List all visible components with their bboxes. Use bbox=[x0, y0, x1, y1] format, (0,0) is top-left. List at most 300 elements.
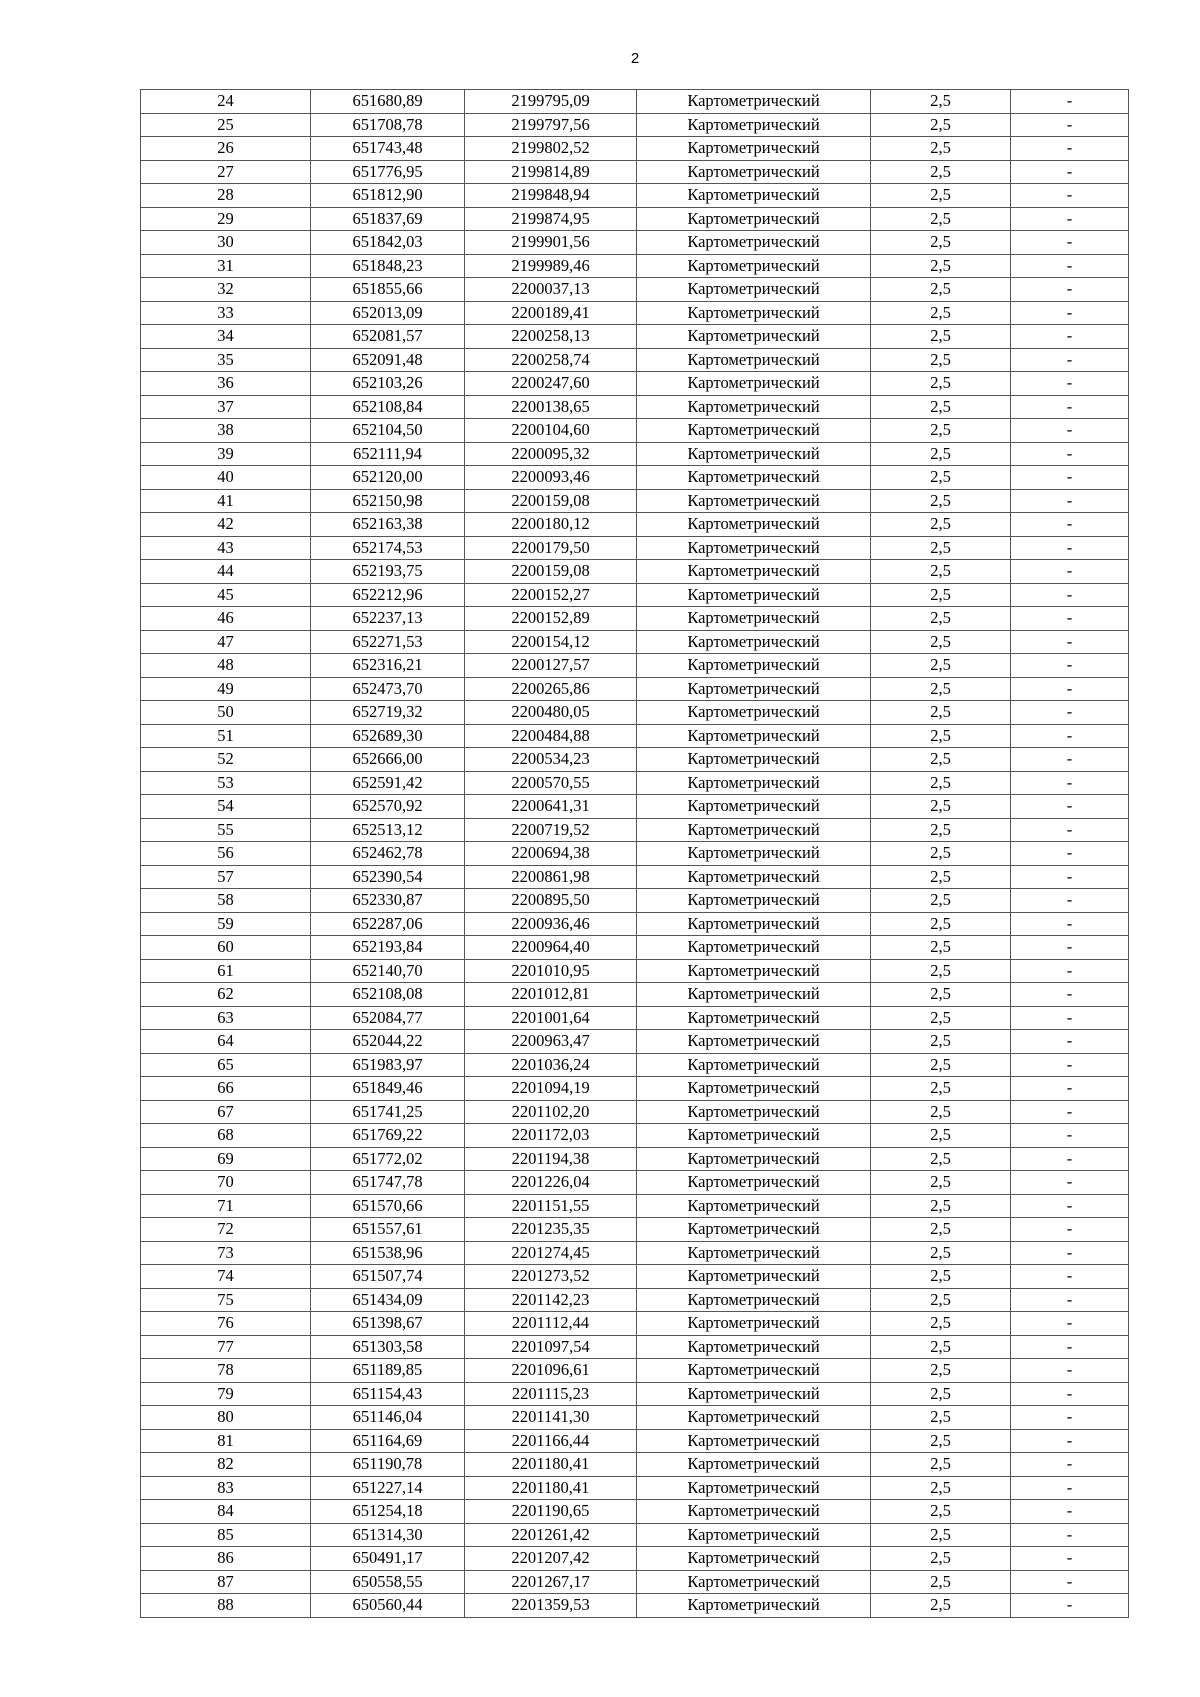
method-cell: Картометрический bbox=[637, 1359, 871, 1383]
x-coordinate-cell: 651769,22 bbox=[311, 1124, 465, 1148]
y-coordinate-cell: 2201151,55 bbox=[465, 1194, 637, 1218]
description-cell: - bbox=[1011, 1124, 1129, 1148]
description-cell: - bbox=[1011, 1288, 1129, 1312]
method-cell: Картометрический bbox=[637, 630, 871, 654]
accuracy-cell: 2,5 bbox=[871, 489, 1011, 513]
y-coordinate-cell: 2201180,41 bbox=[465, 1476, 637, 1500]
x-coordinate-cell: 651507,74 bbox=[311, 1265, 465, 1289]
point-number-cell: 80 bbox=[141, 1406, 311, 1430]
accuracy-cell: 2,5 bbox=[871, 701, 1011, 725]
description-cell: - bbox=[1011, 1523, 1129, 1547]
description-cell: - bbox=[1011, 1429, 1129, 1453]
table-row bbox=[141, 1453, 1129, 1477]
y-coordinate-cell: 2201274,45 bbox=[465, 1241, 637, 1265]
table-row bbox=[141, 560, 1129, 584]
point-number-cell: 34 bbox=[141, 325, 311, 349]
x-coordinate-cell: 652091,48 bbox=[311, 348, 465, 372]
method-cell: Картометрический bbox=[637, 1547, 871, 1571]
point-number-cell: 30 bbox=[141, 231, 311, 255]
x-coordinate-cell: 652108,08 bbox=[311, 983, 465, 1007]
point-number-cell: 85 bbox=[141, 1523, 311, 1547]
accuracy-cell: 2,5 bbox=[871, 1312, 1011, 1336]
x-coordinate-cell: 651776,95 bbox=[311, 160, 465, 184]
accuracy-cell: 2,5 bbox=[871, 1077, 1011, 1101]
description-cell: - bbox=[1011, 348, 1129, 372]
method-cell: Картометрический bbox=[637, 560, 871, 584]
method-cell: Картометрический bbox=[637, 325, 871, 349]
y-coordinate-cell: 2201010,95 bbox=[465, 959, 637, 983]
x-coordinate-cell: 652462,78 bbox=[311, 842, 465, 866]
y-coordinate-cell: 2201273,52 bbox=[465, 1265, 637, 1289]
y-coordinate-cell: 2200138,65 bbox=[465, 395, 637, 419]
method-cell: Картометрический bbox=[637, 1523, 871, 1547]
point-number-cell: 59 bbox=[141, 912, 311, 936]
accuracy-cell: 2,5 bbox=[871, 395, 1011, 419]
description-cell: - bbox=[1011, 560, 1129, 584]
x-coordinate-cell: 651189,85 bbox=[311, 1359, 465, 1383]
point-number-cell: 75 bbox=[141, 1288, 311, 1312]
table-row bbox=[141, 1382, 1129, 1406]
y-coordinate-cell: 2200093,46 bbox=[465, 466, 637, 490]
accuracy-cell: 2,5 bbox=[871, 113, 1011, 137]
table-row bbox=[141, 160, 1129, 184]
accuracy-cell: 2,5 bbox=[871, 630, 1011, 654]
point-number-cell: 82 bbox=[141, 1453, 311, 1477]
y-coordinate-cell: 2201226,04 bbox=[465, 1171, 637, 1195]
accuracy-cell: 2,5 bbox=[871, 1147, 1011, 1171]
accuracy-cell: 2,5 bbox=[871, 184, 1011, 208]
accuracy-cell: 2,5 bbox=[871, 513, 1011, 537]
table-row bbox=[141, 137, 1129, 161]
point-number-cell: 42 bbox=[141, 513, 311, 537]
x-coordinate-cell: 651557,61 bbox=[311, 1218, 465, 1242]
point-number-cell: 46 bbox=[141, 607, 311, 631]
point-number-cell: 32 bbox=[141, 278, 311, 302]
table-row bbox=[141, 701, 1129, 725]
description-cell: - bbox=[1011, 278, 1129, 302]
description-cell: - bbox=[1011, 1030, 1129, 1054]
method-cell: Картометрический bbox=[637, 1312, 871, 1336]
y-coordinate-cell: 2200159,08 bbox=[465, 489, 637, 513]
x-coordinate-cell: 652193,75 bbox=[311, 560, 465, 584]
description-cell: - bbox=[1011, 795, 1129, 819]
method-cell: Картометрический bbox=[637, 818, 871, 842]
x-coordinate-cell: 652163,38 bbox=[311, 513, 465, 537]
table-row bbox=[141, 395, 1129, 419]
description-cell: - bbox=[1011, 818, 1129, 842]
y-coordinate-cell: 2200641,31 bbox=[465, 795, 637, 819]
description-cell: - bbox=[1011, 113, 1129, 137]
table-row bbox=[141, 90, 1129, 114]
accuracy-cell: 2,5 bbox=[871, 325, 1011, 349]
method-cell: Картометрический bbox=[637, 1429, 871, 1453]
point-number-cell: 84 bbox=[141, 1500, 311, 1524]
description-cell: - bbox=[1011, 442, 1129, 466]
y-coordinate-cell: 2201261,42 bbox=[465, 1523, 637, 1547]
description-cell: - bbox=[1011, 1006, 1129, 1030]
description-cell: - bbox=[1011, 1500, 1129, 1524]
accuracy-cell: 2,5 bbox=[871, 983, 1011, 1007]
x-coordinate-cell: 652666,00 bbox=[311, 748, 465, 772]
accuracy-cell: 2,5 bbox=[871, 1476, 1011, 1500]
point-number-cell: 71 bbox=[141, 1194, 311, 1218]
method-cell: Картометрический bbox=[637, 137, 871, 161]
method-cell: Картометрический bbox=[637, 1335, 871, 1359]
x-coordinate-cell: 651983,97 bbox=[311, 1053, 465, 1077]
description-cell: - bbox=[1011, 325, 1129, 349]
y-coordinate-cell: 2200963,47 bbox=[465, 1030, 637, 1054]
table-row bbox=[141, 372, 1129, 396]
method-cell: Картометрический bbox=[637, 207, 871, 231]
method-cell: Картометрический bbox=[637, 983, 871, 1007]
point-number-cell: 43 bbox=[141, 536, 311, 560]
point-number-cell: 57 bbox=[141, 865, 311, 889]
accuracy-cell: 2,5 bbox=[871, 1382, 1011, 1406]
description-cell: - bbox=[1011, 1077, 1129, 1101]
description-cell: - bbox=[1011, 466, 1129, 490]
method-cell: Картометрический bbox=[637, 113, 871, 137]
method-cell: Картометрический bbox=[637, 513, 871, 537]
table-row bbox=[141, 1523, 1129, 1547]
x-coordinate-cell: 651538,96 bbox=[311, 1241, 465, 1265]
description-cell: - bbox=[1011, 983, 1129, 1007]
method-cell: Картометрический bbox=[637, 1500, 871, 1524]
point-number-cell: 79 bbox=[141, 1382, 311, 1406]
accuracy-cell: 2,5 bbox=[871, 795, 1011, 819]
x-coordinate-cell: 652287,06 bbox=[311, 912, 465, 936]
description-cell: - bbox=[1011, 912, 1129, 936]
point-number-cell: 24 bbox=[141, 90, 311, 114]
description-cell: - bbox=[1011, 654, 1129, 678]
x-coordinate-cell: 652570,92 bbox=[311, 795, 465, 819]
point-number-cell: 76 bbox=[141, 1312, 311, 1336]
x-coordinate-cell: 651154,43 bbox=[311, 1382, 465, 1406]
accuracy-cell: 2,5 bbox=[871, 1359, 1011, 1383]
table-row bbox=[141, 1476, 1129, 1500]
x-coordinate-cell: 652591,42 bbox=[311, 771, 465, 795]
accuracy-cell: 2,5 bbox=[871, 583, 1011, 607]
table-row bbox=[141, 419, 1129, 443]
description-cell: - bbox=[1011, 1570, 1129, 1594]
x-coordinate-cell: 652193,84 bbox=[311, 936, 465, 960]
accuracy-cell: 2,5 bbox=[871, 254, 1011, 278]
point-number-cell: 36 bbox=[141, 372, 311, 396]
table-row bbox=[141, 1147, 1129, 1171]
y-coordinate-cell: 2200095,32 bbox=[465, 442, 637, 466]
description-cell: - bbox=[1011, 419, 1129, 443]
accuracy-cell: 2,5 bbox=[871, 1194, 1011, 1218]
accuracy-cell: 2,5 bbox=[871, 1265, 1011, 1289]
description-cell: - bbox=[1011, 865, 1129, 889]
description-cell: - bbox=[1011, 583, 1129, 607]
description-cell: - bbox=[1011, 231, 1129, 255]
accuracy-cell: 2,5 bbox=[871, 137, 1011, 161]
y-coordinate-cell: 2201096,61 bbox=[465, 1359, 637, 1383]
description-cell: - bbox=[1011, 207, 1129, 231]
x-coordinate-cell: 652390,54 bbox=[311, 865, 465, 889]
table-row bbox=[141, 865, 1129, 889]
method-cell: Картометрический bbox=[637, 1241, 871, 1265]
x-coordinate-cell: 651164,69 bbox=[311, 1429, 465, 1453]
method-cell: Картометрический bbox=[637, 278, 871, 302]
table-row bbox=[141, 771, 1129, 795]
x-coordinate-cell: 651146,04 bbox=[311, 1406, 465, 1430]
method-cell: Картометрический bbox=[637, 583, 871, 607]
x-coordinate-cell: 652084,77 bbox=[311, 1006, 465, 1030]
point-number-cell: 54 bbox=[141, 795, 311, 819]
point-number-cell: 29 bbox=[141, 207, 311, 231]
accuracy-cell: 2,5 bbox=[871, 912, 1011, 936]
method-cell: Картометрический bbox=[637, 466, 871, 490]
y-coordinate-cell: 2200159,08 bbox=[465, 560, 637, 584]
point-number-cell: 52 bbox=[141, 748, 311, 772]
y-coordinate-cell: 2200037,13 bbox=[465, 278, 637, 302]
point-number-cell: 49 bbox=[141, 677, 311, 701]
table-row bbox=[141, 1053, 1129, 1077]
point-number-cell: 87 bbox=[141, 1570, 311, 1594]
table-row bbox=[141, 983, 1129, 1007]
description-cell: - bbox=[1011, 137, 1129, 161]
method-cell: Картометрический bbox=[637, 1594, 871, 1618]
description-cell: - bbox=[1011, 513, 1129, 537]
method-cell: Картометрический bbox=[637, 889, 871, 913]
x-coordinate-cell: 652719,32 bbox=[311, 701, 465, 725]
x-coordinate-cell: 652013,09 bbox=[311, 301, 465, 325]
accuracy-cell: 2,5 bbox=[871, 607, 1011, 631]
table-row bbox=[141, 677, 1129, 701]
method-cell: Картометрический bbox=[637, 442, 871, 466]
description-cell: - bbox=[1011, 1359, 1129, 1383]
description-cell: - bbox=[1011, 254, 1129, 278]
description-cell: - bbox=[1011, 677, 1129, 701]
x-coordinate-cell: 651849,46 bbox=[311, 1077, 465, 1101]
table-row bbox=[141, 184, 1129, 208]
x-coordinate-cell: 651812,90 bbox=[311, 184, 465, 208]
table-row bbox=[141, 1241, 1129, 1265]
x-coordinate-cell: 652104,50 bbox=[311, 419, 465, 443]
x-coordinate-cell: 651743,48 bbox=[311, 137, 465, 161]
y-coordinate-cell: 2200265,86 bbox=[465, 677, 637, 701]
y-coordinate-cell: 2201097,54 bbox=[465, 1335, 637, 1359]
y-coordinate-cell: 2200179,50 bbox=[465, 536, 637, 560]
y-coordinate-cell: 2200719,52 bbox=[465, 818, 637, 842]
x-coordinate-cell: 651842,03 bbox=[311, 231, 465, 255]
y-coordinate-cell: 2201166,44 bbox=[465, 1429, 637, 1453]
method-cell: Картометрический bbox=[637, 1053, 871, 1077]
table-row bbox=[141, 442, 1129, 466]
x-coordinate-cell: 651314,30 bbox=[311, 1523, 465, 1547]
x-coordinate-cell: 651747,78 bbox=[311, 1171, 465, 1195]
accuracy-cell: 2,5 bbox=[871, 748, 1011, 772]
table-row bbox=[141, 1100, 1129, 1124]
x-coordinate-cell: 652103,26 bbox=[311, 372, 465, 396]
coordinates-table-body bbox=[141, 90, 1129, 1618]
method-cell: Картометрический bbox=[637, 489, 871, 513]
method-cell: Картометрический bbox=[637, 865, 871, 889]
table-row bbox=[141, 818, 1129, 842]
x-coordinate-cell: 651434,09 bbox=[311, 1288, 465, 1312]
y-coordinate-cell: 2200104,60 bbox=[465, 419, 637, 443]
point-number-cell: 74 bbox=[141, 1265, 311, 1289]
method-cell: Картометрический bbox=[637, 1100, 871, 1124]
point-number-cell: 68 bbox=[141, 1124, 311, 1148]
method-cell: Картометрический bbox=[637, 1194, 871, 1218]
point-number-cell: 53 bbox=[141, 771, 311, 795]
point-number-cell: 28 bbox=[141, 184, 311, 208]
x-coordinate-cell: 652513,12 bbox=[311, 818, 465, 842]
y-coordinate-cell: 2201036,24 bbox=[465, 1053, 637, 1077]
y-coordinate-cell: 2200694,38 bbox=[465, 842, 637, 866]
accuracy-cell: 2,5 bbox=[871, 865, 1011, 889]
accuracy-cell: 2,5 bbox=[871, 724, 1011, 748]
table-row bbox=[141, 207, 1129, 231]
accuracy-cell: 2,5 bbox=[871, 818, 1011, 842]
y-coordinate-cell: 2201194,38 bbox=[465, 1147, 637, 1171]
accuracy-cell: 2,5 bbox=[871, 348, 1011, 372]
point-number-cell: 48 bbox=[141, 654, 311, 678]
y-coordinate-cell: 2201235,35 bbox=[465, 1218, 637, 1242]
y-coordinate-cell: 2200189,41 bbox=[465, 301, 637, 325]
y-coordinate-cell: 2200258,13 bbox=[465, 325, 637, 349]
accuracy-cell: 2,5 bbox=[871, 1335, 1011, 1359]
x-coordinate-cell: 651398,67 bbox=[311, 1312, 465, 1336]
point-number-cell: 70 bbox=[141, 1171, 311, 1195]
method-cell: Картометрический bbox=[637, 254, 871, 278]
point-number-cell: 56 bbox=[141, 842, 311, 866]
table-row bbox=[141, 1359, 1129, 1383]
method-cell: Картометрический bbox=[637, 936, 871, 960]
table-row bbox=[141, 724, 1129, 748]
table-row bbox=[141, 607, 1129, 631]
accuracy-cell: 2,5 bbox=[871, 1053, 1011, 1077]
y-coordinate-cell: 2201012,81 bbox=[465, 983, 637, 1007]
method-cell: Картометрический bbox=[637, 1077, 871, 1101]
method-cell: Картометрический bbox=[637, 842, 871, 866]
y-coordinate-cell: 2199797,56 bbox=[465, 113, 637, 137]
point-number-cell: 47 bbox=[141, 630, 311, 654]
table-row bbox=[141, 1030, 1129, 1054]
x-coordinate-cell: 651741,25 bbox=[311, 1100, 465, 1124]
accuracy-cell: 2,5 bbox=[871, 1570, 1011, 1594]
y-coordinate-cell: 2201359,53 bbox=[465, 1594, 637, 1618]
table-row bbox=[141, 1500, 1129, 1524]
description-cell: - bbox=[1011, 184, 1129, 208]
method-cell: Картометрический bbox=[637, 1453, 871, 1477]
table-row bbox=[141, 1406, 1129, 1430]
accuracy-cell: 2,5 bbox=[871, 1241, 1011, 1265]
point-number-cell: 45 bbox=[141, 583, 311, 607]
method-cell: Картометрический bbox=[637, 301, 871, 325]
description-cell: - bbox=[1011, 1382, 1129, 1406]
method-cell: Картометрический bbox=[637, 419, 871, 443]
table-row bbox=[141, 254, 1129, 278]
x-coordinate-cell: 651254,18 bbox=[311, 1500, 465, 1524]
table-row bbox=[141, 1429, 1129, 1453]
description-cell: - bbox=[1011, 160, 1129, 184]
point-number-cell: 88 bbox=[141, 1594, 311, 1618]
method-cell: Картометрический bbox=[637, 677, 871, 701]
point-number-cell: 63 bbox=[141, 1006, 311, 1030]
method-cell: Картометрический bbox=[637, 748, 871, 772]
y-coordinate-cell: 2201207,42 bbox=[465, 1547, 637, 1571]
description-cell: - bbox=[1011, 936, 1129, 960]
x-coordinate-cell: 652150,98 bbox=[311, 489, 465, 513]
method-cell: Картометрический bbox=[637, 372, 871, 396]
point-number-cell: 64 bbox=[141, 1030, 311, 1054]
accuracy-cell: 2,5 bbox=[871, 442, 1011, 466]
description-cell: - bbox=[1011, 1241, 1129, 1265]
table-row bbox=[141, 1077, 1129, 1101]
table-row bbox=[141, 325, 1129, 349]
table-row bbox=[141, 1218, 1129, 1242]
x-coordinate-cell: 650558,55 bbox=[311, 1570, 465, 1594]
table-row bbox=[141, 795, 1129, 819]
description-cell: - bbox=[1011, 1476, 1129, 1500]
accuracy-cell: 2,5 bbox=[871, 560, 1011, 584]
method-cell: Картометрический bbox=[637, 160, 871, 184]
table-row bbox=[141, 536, 1129, 560]
y-coordinate-cell: 2201115,23 bbox=[465, 1382, 637, 1406]
accuracy-cell: 2,5 bbox=[871, 1523, 1011, 1547]
accuracy-cell: 2,5 bbox=[871, 536, 1011, 560]
y-coordinate-cell: 2200964,40 bbox=[465, 936, 637, 960]
x-coordinate-cell: 651190,78 bbox=[311, 1453, 465, 1477]
accuracy-cell: 2,5 bbox=[871, 207, 1011, 231]
method-cell: Картометрический bbox=[637, 654, 871, 678]
accuracy-cell: 2,5 bbox=[871, 677, 1011, 701]
description-cell: - bbox=[1011, 889, 1129, 913]
description-cell: - bbox=[1011, 724, 1129, 748]
point-number-cell: 60 bbox=[141, 936, 311, 960]
description-cell: - bbox=[1011, 90, 1129, 114]
method-cell: Картометрический bbox=[637, 348, 871, 372]
table-row bbox=[141, 630, 1129, 654]
table-row bbox=[141, 348, 1129, 372]
description-cell: - bbox=[1011, 701, 1129, 725]
table-row bbox=[141, 1171, 1129, 1195]
description-cell: - bbox=[1011, 1453, 1129, 1477]
accuracy-cell: 2,5 bbox=[871, 1100, 1011, 1124]
accuracy-cell: 2,5 bbox=[871, 654, 1011, 678]
table-row bbox=[141, 912, 1129, 936]
x-coordinate-cell: 651837,69 bbox=[311, 207, 465, 231]
method-cell: Картометрический bbox=[637, 771, 871, 795]
table-row bbox=[141, 936, 1129, 960]
accuracy-cell: 2,5 bbox=[871, 936, 1011, 960]
description-cell: - bbox=[1011, 1594, 1129, 1618]
point-number-cell: 50 bbox=[141, 701, 311, 725]
point-number-cell: 67 bbox=[141, 1100, 311, 1124]
x-coordinate-cell: 652330,87 bbox=[311, 889, 465, 913]
method-cell: Картометрический bbox=[637, 724, 871, 748]
y-coordinate-cell: 2199814,89 bbox=[465, 160, 637, 184]
point-number-cell: 27 bbox=[141, 160, 311, 184]
table-row bbox=[141, 489, 1129, 513]
accuracy-cell: 2,5 bbox=[871, 278, 1011, 302]
table-row bbox=[141, 1547, 1129, 1571]
y-coordinate-cell: 2200154,12 bbox=[465, 630, 637, 654]
x-coordinate-cell: 652081,57 bbox=[311, 325, 465, 349]
accuracy-cell: 2,5 bbox=[871, 1124, 1011, 1148]
y-coordinate-cell: 2200247,60 bbox=[465, 372, 637, 396]
table-row bbox=[141, 1194, 1129, 1218]
table-row bbox=[141, 842, 1129, 866]
x-coordinate-cell: 652108,84 bbox=[311, 395, 465, 419]
accuracy-cell: 2,5 bbox=[871, 1500, 1011, 1524]
method-cell: Картометрический bbox=[637, 959, 871, 983]
x-coordinate-cell: 651855,66 bbox=[311, 278, 465, 302]
table-row bbox=[141, 654, 1129, 678]
